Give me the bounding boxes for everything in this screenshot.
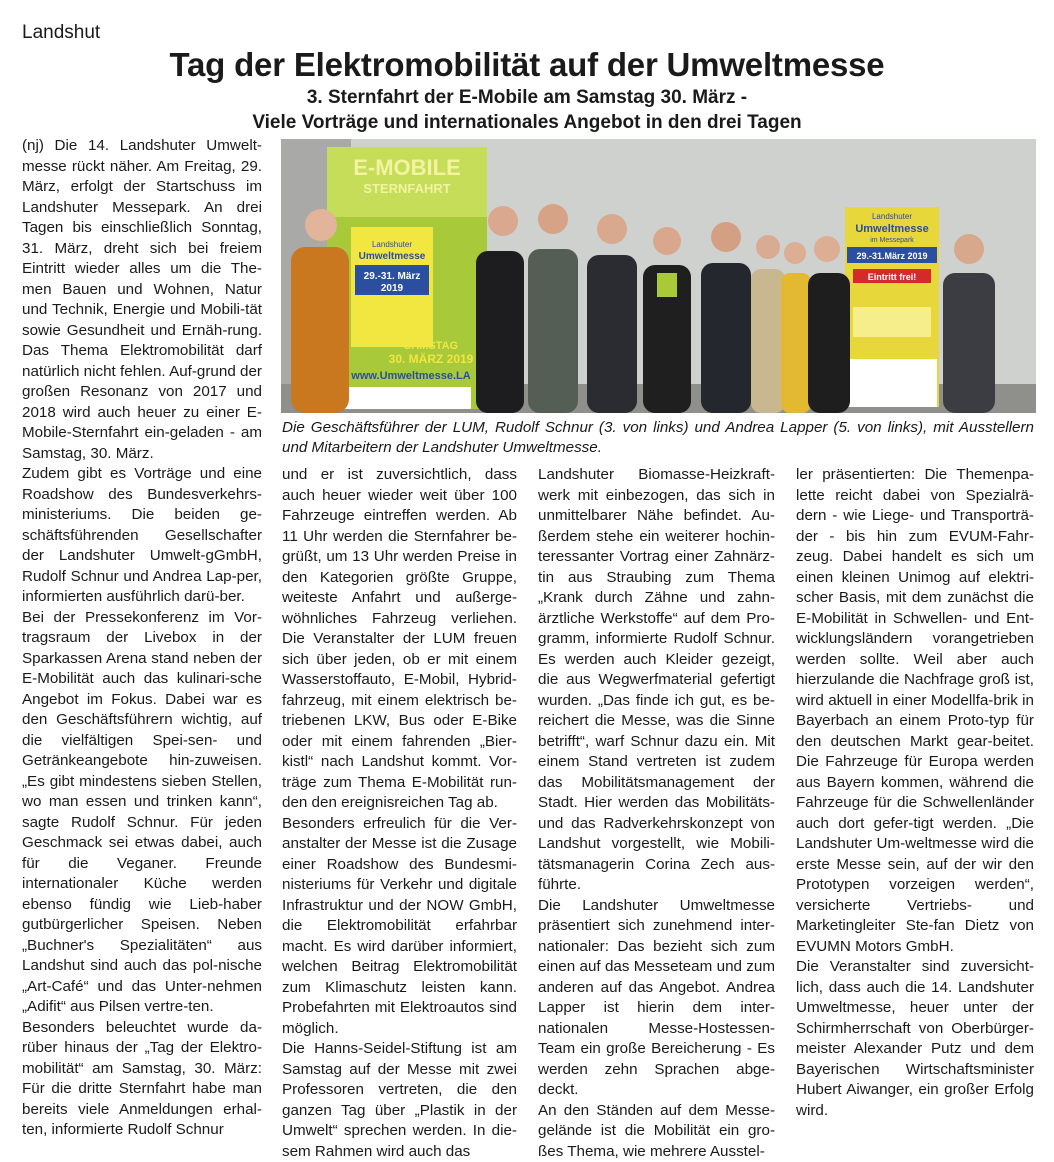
subheadline-2: Viele Vorträge und internationales Angebot in den drei Tagen [0,112,1054,134]
photo-caption: Die Geschäftsführer der LUM, Rudolf Schnur (3. von links) und Andrea Lapper (5. von links), mit Ausstellern und Mitarbeitern der Landshuter Umweltmesse. [282,418,1034,457]
banner-bottom-1: SAMSTAG [404,340,458,352]
press-photo [281,139,1036,413]
paragraph: Zudem gibt es Vorträge und eine Roadshow des Bundesverkehrs-ministeriums. Die beiden ge-schäftsführenden Gesellschafter der Landshuter Umwelt-gGmbH, Rudolf Schnur und Andrea Lap-per, informierten ausführlich darü-ber. [22,464,262,608]
poster-year: 2019 [381,283,404,294]
paragraph: Die Hanns-Seidel-Stiftung ist am Samstag auf der Messe mit zwei Professoren vertreten, die den ganzen Tag über „Plastik in der Umwelt“ sprechen werden. In die-sem Rahmen wird auch das [282,1039,517,1162]
right-banner-date: 29.-31.März 2019 [856,251,927,261]
headline: Tag der Elektromobilität auf der Umweltmesse [0,46,1054,84]
paragraph: ler präsentierten: Die Themenpa-lette reicht dabei von Spezialrä-dern - wie Liege- und Transporträ-der - bis hin zum EVUM-Fahr-zeug. Dabei handelt es sich um einen kleinen Unimog auf elektri-scher Basis, mit dem zunächst die E-Mobilität in Schwellen- und Ent-wicklungsländern vorangetrieben werden sollte. Weil aber auch hierzulande die Nachfrage groß ist, wird aktuell in einer Modellfa-brik in Bayerbach an einem Proto-typ für den deutschen Markt gear-beitet. Die Fahrzeuge für Europa werden aus Bayern kommen, während die Fahrzeuge für die Schwellenländer auch dort gefer-tigt werden. „Die Landshuter Um-weltmesse wird die erste Messe sein, auf der wir den Prototypen vorzeigen werden“, versicherte Vertriebs- und Marketingleiter Ste-fan Dietz von EVUMN Motors GmbH. [796,465,1034,957]
banner-title-2: STERNFAHRT [363,181,450,196]
article-column-3 [538,465,775,1162]
photo-illustration [281,139,1036,413]
paragraph: An den Ständen auf dem Messe-gelände ist die Mobilität ein gro-ßes Thema, wie mehrere Ausstel- [538,1101,775,1162]
paragraph: (nj) Die 14. Landshuter Umwelt-messe rückt näher. Am Freitag, 29. März, erfolgt der Startschuss im Landshuter Messepark. An drei Tagen bis einschließlich Sonntag, 31. März, dreht sich bei freiem Eintritt wieder alles um die The-men Bauen und Wohnen, Natur und Technik, Energie und Mobili-tät sowie Gesundheit und Ernäh-rung. Das Thema Elektromobilität darf natürlich nicht fehlen. Auf-grund der großen Resonanz von 2017 und 2018 wird auch heuer zu einer E-Mobile-Sternfahrt ein-geladen - am Samstag, 30. März. [22,136,262,464]
section-label: Landshut [22,22,100,44]
paragraph: und er ist zuversichtlich, dass auch heuer wieder weit über 100 Fahrzeuge eintreffen werden. Ab 11 Uhr werden die Sternfahrer be-grüßt, um 13 Uhr werden Preise in den Kategorien größte Gruppe, weiteste Anfahrt und außerge-wöhnliches Fahrzeug verliehen. Die Veranstalter der LUM freuen sich über jeden, ob er mit einem Wasserstoffauto, E-Mobil, Hybrid-fahrzeug, mit einem elektrisch be-triebenen LKW, Bus oder E-Bike oder mit einem fahrenden „Bier-kistl“ nach Landshut kommt. Vor-träge zum Thema E-Mobilität run-den den ereignisreichen Tag ab. [282,465,517,814]
poster-date: 29.-31. März [364,271,421,282]
banner-bottom-2: 30. MÄRZ 2019 [389,351,474,366]
paragraph: Landshuter Biomasse-Heizkraft-werk mit einbezogen, das sich in unmittelbarer Nähe befindet. Au-ßerdem stehe ein weiterer hochin-teressanter Vortrag einer Zahnärz-tin aus Straubing zum Thema „Krank durch Zähne und zahn-ärztliche Werkstoffe“ auf dem Pro-gramm, informierte Rudolf Schnur. Es werden auch Kleider gezeigt, die aus Wegwerfmaterial gefertigt wurden. „Das finde ich gut, es be-reichert die Messe, was die Sinne betrifft“, warf Schnur dazu ein. Mit einem Stand vertreten ist zudem das Mobilitätsmanagement der Stadt. Hier werden das Mobilitäts-und das Radverkehrskonzept von Landshut vorgestellt, wie Mobili-tätsmanagerin Corina Zech aus-führte. [538,465,775,896]
article-column-2 [282,465,517,1162]
umweltmesse-banner [845,207,939,407]
banner-url: www.Umweltmesse.LA [350,370,470,382]
poster-line-2: Umweltmesse [359,251,426,262]
right-banner-line-3: im Messepark [870,237,914,244]
paragraph: Die Landshuter Umweltmesse präsentiert sich zunehmend inter-nationaler: Das bezieht sich zum einen auf das Messeteam und zum anderen auf das Angebot. Andrea Lapper ist hierin dem inter-nationalen Messe-Hostessen-Team ein große Bereicherung - Es werden zehn Sprachen abge-deckt. [538,896,775,1101]
article-column-1 [22,136,262,1141]
paragraph: Besonders beleuchtet wurde da-rüber hinaus der „Tag der Elektro-mobilität“ am Samstag, 30. März: Für die dritte Sternfahrt habe man bereits viele Anmeldungen erhal-ten, informierte Rudolf Schnur [22,1018,262,1141]
poster-line-1: Landshuter [372,240,412,249]
right-banner-line-2: Umweltmesse [855,223,928,235]
e-mobile-banner [327,147,487,409]
article-column-4 [796,465,1034,1121]
paragraph: Besonders erfreulich für die Ver-anstalter der Messe ist die Zusage einer Roadshow des Bundesmi-nisteriums für Verkehr und digitale Infrastruktur und der NOW GmbH, die Elektromobilität erfahrbar macht. Es wird darüber informiert, welchen Beitrag Elektromobilität zum Klimaschutz leisten kann. Probefahrten mit Elektroautos sind möglich. [282,814,517,1040]
right-banner-free: Eintritt frei! [868,272,917,282]
banner-title-1: E-MOBILE [353,155,461,180]
subheadline-1: 3. Sternfahrt der E-Mobile am Samstag 30. März - [0,87,1054,109]
paragraph: Die Veranstalter sind zuversicht-lich, dass auch die 14. Landshuter Umweltmesse, heuer unter der Schirmherrschaft von Oberbürger-meister Alexander Putz und dem Bayerischen Wirtschaftsminister Hubert Aiwanger, ein großer Erfolg wird. [796,957,1034,1121]
right-banner-line-1: Landshuter [872,212,912,221]
paragraph: Bei der Pressekonferenz im Vor-tragsraum der Livebox in der Sparkassen Arena stand neben der E-Mobilität auch das kulinari-sche Angebot im Fokus. Dabei war es den Geschäftsführern wichtig, auf die vielfältigen Spei-sen- und Getränkeangebote hin-zuweisen. „Es gibt mindestens sieben Stellen, wo man essen und trinken kann“, sagte Rudolf Schnur. Für jeden Geschmack sei etwas dabei, auch für die Veganer. Freunde internationaler Küche werden ebenso fündig wie Lieb-haber gutbürgerlicher Speisen. Neben „Buchner's Spezialitäten“ aus Landshut sind auch das pol-nische „Art-Café“ und das Unter-nehmen „Adifit“ aus Pilsen vertre-ten. [22,608,262,1018]
